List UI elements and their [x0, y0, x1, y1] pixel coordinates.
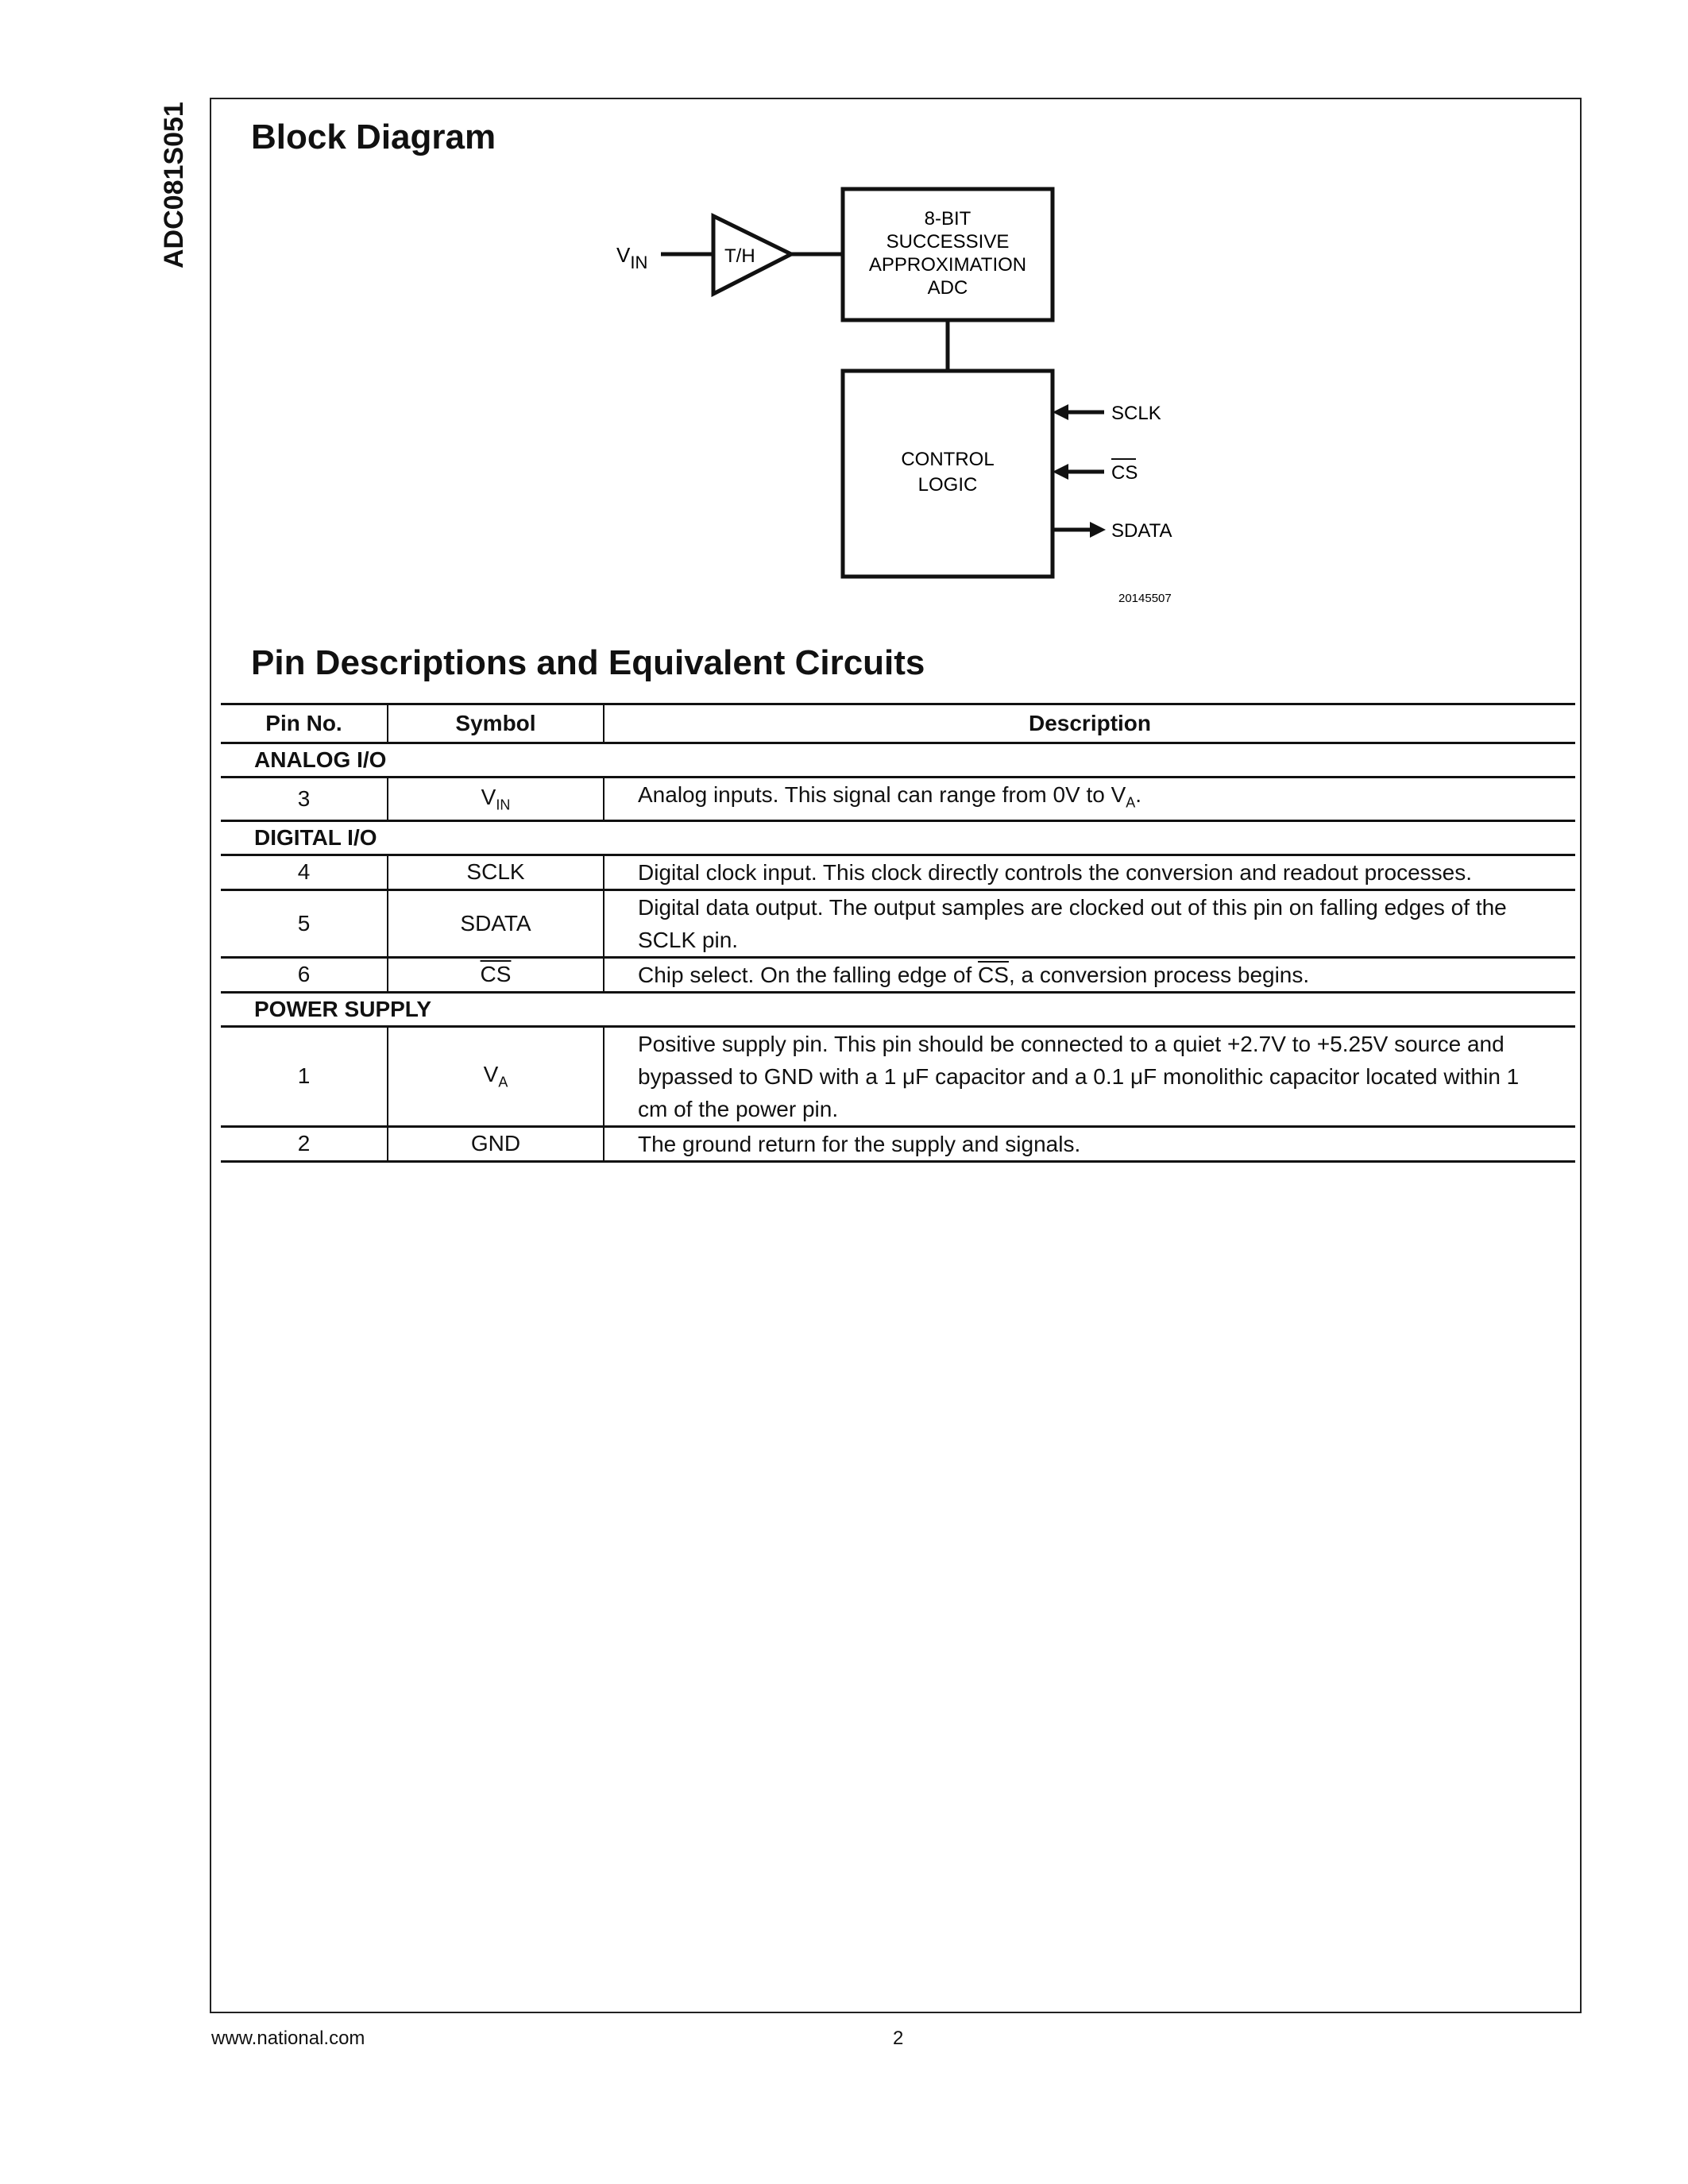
table-row: 4 SCLK Digital clock input. This clock directly controls the conversion and readout processes. — [221, 855, 1575, 889]
footer-url[interactable]: www.national.com — [211, 2028, 365, 2049]
table-row: 2 GND The ground return for the supply and signals. — [221, 1126, 1575, 1161]
group-label: ANALOG I/O — [221, 743, 1575, 778]
table-header: Pin No. Symbol Description — [221, 704, 1575, 743]
cs-arrow-icon — [1053, 464, 1068, 480]
pin-table — [221, 703, 1575, 1163]
vin-label: $V_{IN}$ — [616, 243, 648, 272]
sclk-label: SCLK — [1111, 403, 1161, 424]
table-row: 1 $V_A$ Positive supply pin. This pin should be connected to a quiet +2.7V to +5.25V source and bypassed to GND with a 1 μF capacitor and a 0.1 μF monolithic capacitor located within 1 cm of the power pin. — [221, 1026, 1575, 1126]
control-label: LOGIC — [917, 474, 978, 496]
cs-label: CS — [1111, 462, 1138, 484]
group-label: DIGITAL I/O — [221, 820, 1575, 855]
adc-label: SUCCESSIVE — [886, 231, 1010, 253]
table-row: 5 SDATA Digital data output. The output samples are clocked out of this pin on falling edges of the SCLK pin. — [221, 889, 1575, 957]
pin-descriptions-heading: Pin Descriptions and Equivalent Circuits — [251, 643, 925, 682]
figure-id: 20145507 — [1118, 592, 1172, 605]
control-label: CONTROL — [901, 449, 995, 470]
adc-label: APPROXIMATION — [868, 254, 1027, 276]
table-row: 3 $V_{IN}$ Analog inputs. This signal can range from 0V to $V_A$. — [221, 778, 1575, 821]
sdata-arrow-icon — [1090, 522, 1106, 538]
group-label: POWER SUPPLY — [221, 992, 1575, 1026]
block-diagram-heading: Block Diagram — [251, 118, 496, 156]
page-number: 2 — [893, 2028, 904, 2049]
th-label: T/H — [724, 245, 755, 267]
sdata-label: SDATA — [1111, 520, 1172, 542]
side-part-number: ADC081S051 — [159, 102, 189, 268]
adc-label: ADC — [927, 277, 968, 299]
block-diagram — [0, 0, 1688, 635]
adc-label: 8-BIT — [924, 208, 971, 230]
sclk-arrow-icon — [1053, 404, 1068, 420]
table-row: 6 $\overline{CS}$ Chip select. On the falling edge of $\overline{CS}$, a conversion process begins. — [221, 957, 1575, 992]
